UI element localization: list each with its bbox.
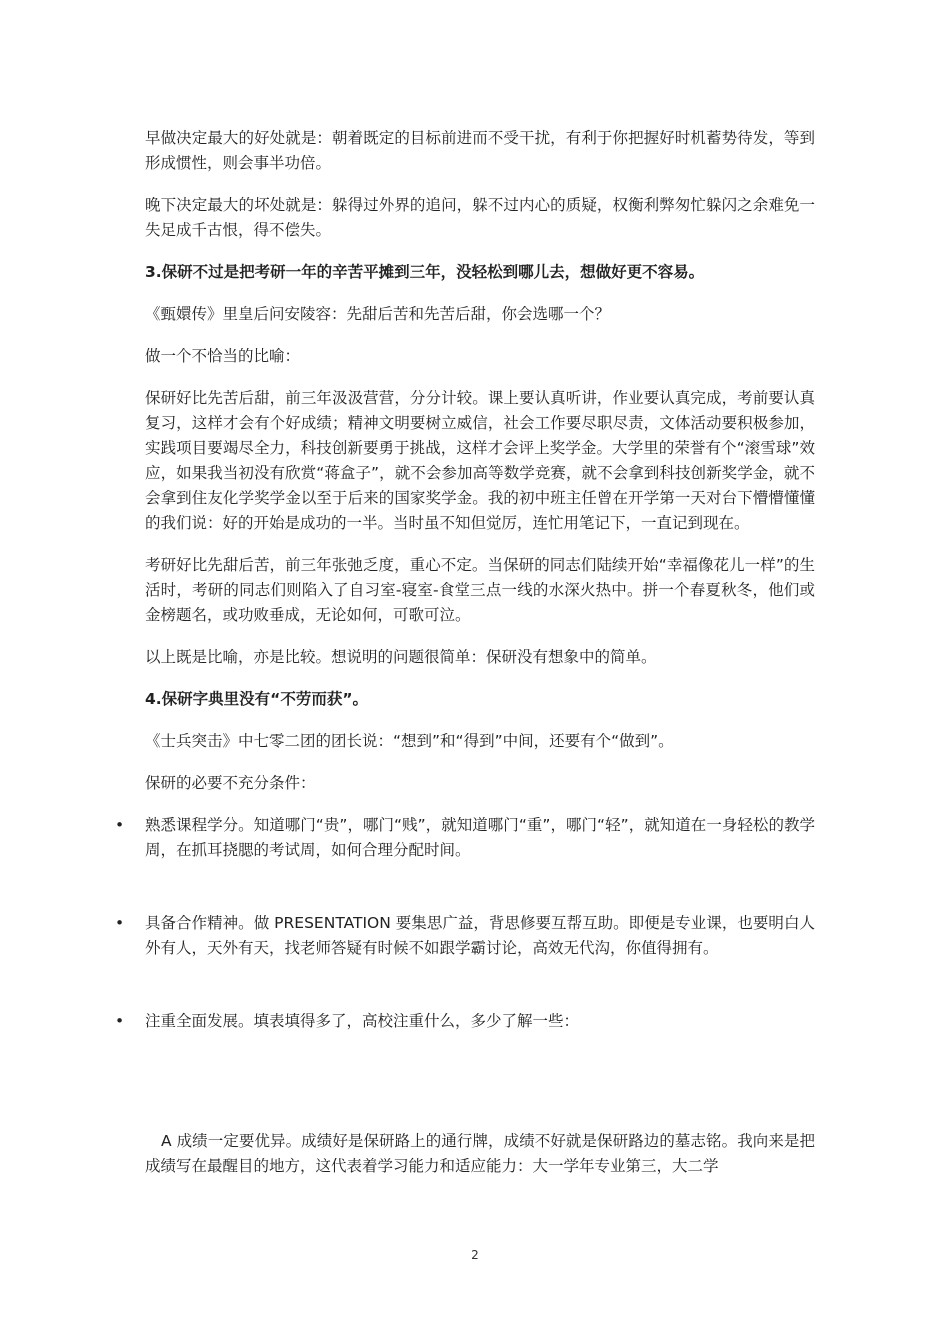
paragraph-metaphor-intro: 做一个不恰当的比喻： bbox=[145, 347, 301, 365]
paragraph-late-decision: 晚下决定最大的坏处就是：躲得过外界的追问，躲不过内心的质疑，权衡利弊匆忙躲闪之余难免一失足成千古恨，得不偿失。 bbox=[145, 196, 815, 239]
list-item bbox=[115, 813, 815, 863]
section-heading-3: 3.保研不过是把考研一年的辛苦平摊到三年，没轻松到哪儿去，想做好更不容易。 bbox=[145, 263, 705, 281]
page-number: 2 bbox=[471, 1248, 479, 1262]
paragraph-soldier-quote: 《士兵突击》中七零二团的团长说：“想到”和“得到”中间，还要有个“做到”。 bbox=[145, 732, 674, 750]
bullet-icon: • bbox=[115, 816, 125, 834]
paragraph-early-decision: 早做决定最大的好处就是：朝着既定的目标前进而不受干扰，有利于你把握好时机蓄势待发，等到形成惯性，则会事半功倍。 bbox=[145, 129, 815, 172]
paragraph-kaoyan-metaphor: 考研好比先甜后苦，前三年张弛乏度，重心不定。当保研的同志们陆续开始“幸福像花儿一样”的生活时，考研的同志们则陷入了自习室-寝室-食堂三点一线的水深火热中。拼一个春夏秋冬，他们或金榜题名，或功败垂成，无论如何，可歌可泣。 bbox=[145, 556, 815, 624]
bullet-icon: • bbox=[115, 1012, 125, 1030]
page-content bbox=[115, 126, 815, 1196]
paragraph-baoyan-metaphor: 保研好比先苦后甜，前三年汲汲营营，分分计较。课上要认真听讲，作业要认真完成，考前要认真复习，这样才会有个好成绩；精神文明要树立威信，社会工作要尽职尽责，文体活动要积极参加，实践项目要竭尽全力，科技创新要勇于挑战，这样才会评上奖学金。大学里的荣誉有个“滚雪球”效应，如果我当初没有欣赏“蒋盒子”，就不会参加高等数学竞赛，就不会拿到科技创新奖学金，就不会拿到住友化学奖学金以至于后来的国家奖学金。我的初中班主任曾在开学第一天对台下懵懵懂懂的我们说：好的开始是成功的一半。当时虽不知但觉厉，连忙用笔记下，一直记到现在。 bbox=[145, 389, 815, 532]
paragraph-grades: A 成绩一定要优异。成绩好是保研路上的通行牌，成绩不好就是保研路边的墓志铭。我向来是把成绩写在最醒目的地方，这代表着学习能力和适应能力：大一学年专业第三，大二学 bbox=[145, 1132, 815, 1175]
list-item-text: 注重全面发展。填表填得多了，高校注重什么，多少了解一些： bbox=[145, 1012, 580, 1030]
list-item-text: 熟悉课程学分。知道哪门“贵”，哪门“贱”，就知道哪门“重”，哪门“轻”，就知道在一身轻松的教学周，在抓耳挠腮的考试周，如何合理分配时间。 bbox=[145, 816, 815, 859]
paragraph-conditions-intro: 保研的必要不充分条件： bbox=[145, 774, 316, 792]
list-item-text: 具备合作精神。做 PRESENTATION 要集思广益，背思修要互帮互助。即便是专业课，也要明白人外有人，天外有天，找老师答疑有时候不如跟学霸讨论，高效无代沟，你值得拥有。 bbox=[145, 914, 815, 957]
section-heading-4: 4.保研字典里没有“不劳而获”。 bbox=[145, 690, 369, 708]
list-item bbox=[115, 1009, 815, 1034]
list-item bbox=[115, 911, 815, 961]
bullet-icon: • bbox=[115, 914, 125, 932]
paragraph-conclusion: 以上既是比喻，亦是比较。想说明的问题很简单：保研没有想象中的简单。 bbox=[145, 648, 657, 666]
paragraph-zhenhuan-quote: 《甄嬛传》里皇后问安陵容：先甜后苦和先苦后甜，你会选哪一个？ bbox=[145, 305, 611, 323]
